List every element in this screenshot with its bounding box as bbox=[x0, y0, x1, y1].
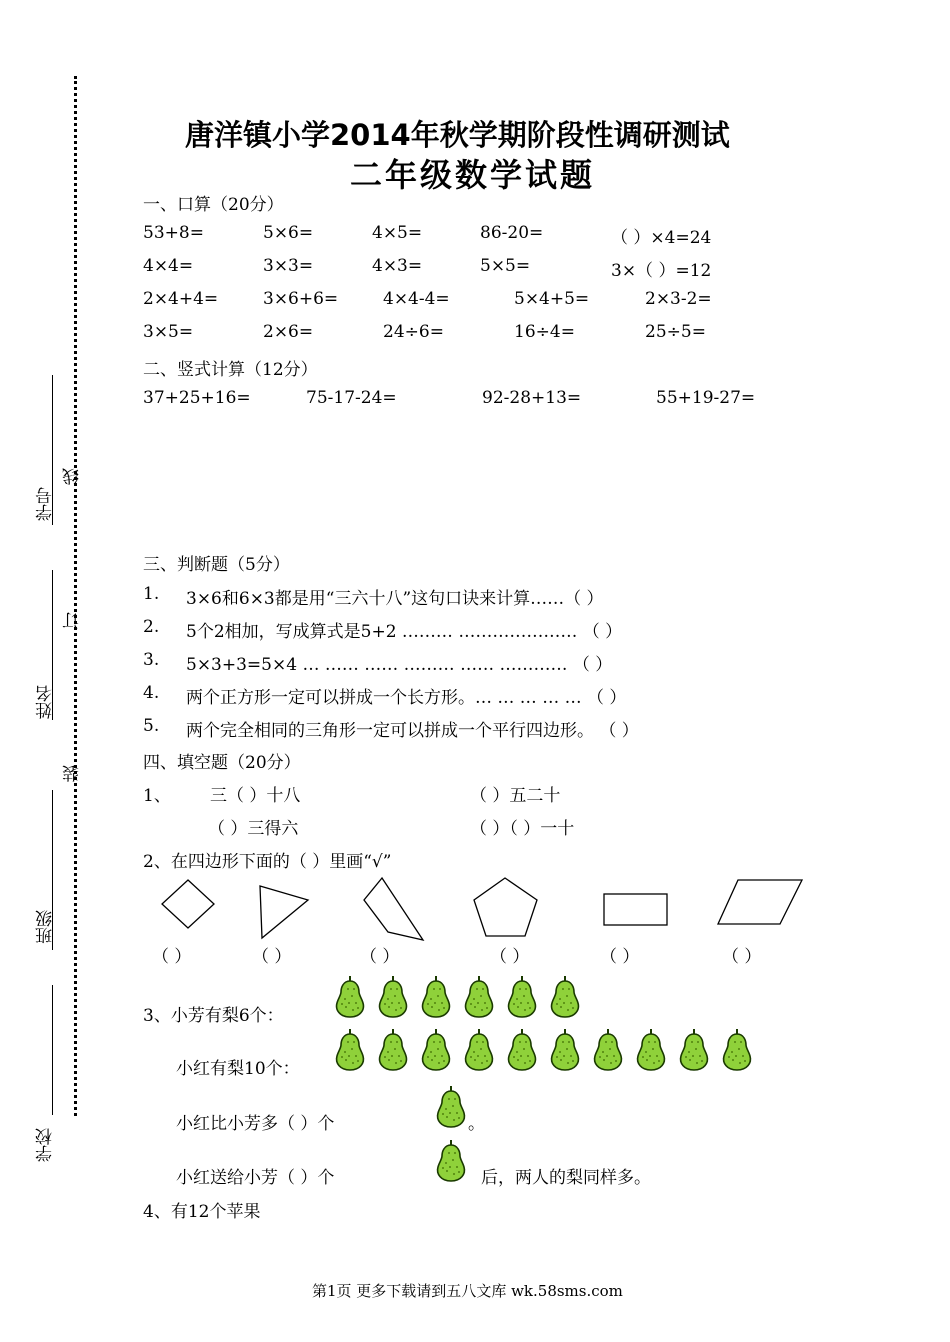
mark-ding: 订 bbox=[63, 612, 83, 629]
judge-item-text: 两个正方形一定可以拼成一个长方形。… … … … … （ ） bbox=[186, 688, 627, 708]
answer-box: （ ） bbox=[152, 947, 192, 967]
pears-xiaohong bbox=[332, 1028, 762, 1076]
binding-dotted-line bbox=[74, 76, 77, 1116]
fill-q1-number: 1、 bbox=[143, 786, 171, 806]
oral-calc-item: 53+8= bbox=[143, 223, 204, 243]
pear-icon bbox=[332, 1028, 368, 1072]
fill-q3-line2: 小红有梨10个： bbox=[176, 1059, 300, 1079]
section3-heading: 三、判断题（5分） bbox=[143, 555, 290, 575]
oral-calc-item: 3×（ ）=12 bbox=[611, 261, 712, 281]
oral-calc-item: （ ）×4=24 bbox=[611, 228, 712, 248]
shape-square-rotated bbox=[162, 880, 214, 928]
judge-item-number: 1. bbox=[143, 584, 160, 604]
fill-q3-line3: 小红比小芳多（ ）个 bbox=[176, 1114, 335, 1134]
oral-calc-item: 3×6+6= bbox=[263, 289, 339, 309]
pear-icon bbox=[590, 1028, 626, 1072]
judge-item-number: 5. bbox=[143, 716, 160, 736]
pear-icon bbox=[461, 975, 497, 1019]
pear-icon bbox=[633, 1028, 669, 1072]
pear-icon bbox=[433, 1139, 469, 1183]
page-footer: 第1页 更多下载请到五八文库 wk.58sms.com bbox=[312, 1282, 623, 1300]
pear-icon bbox=[719, 1028, 755, 1072]
oral-calc-item: 4×4-4= bbox=[383, 289, 450, 309]
judge-item-text: 两个完全相同的三角形一定可以拼成一个平行四边形。 （ ） bbox=[186, 721, 639, 741]
judge-item-text: 5个2相加，写成算式是5+2 ……… ………………… （ ） bbox=[186, 622, 623, 642]
page-subtitle: 二年级数学试题 bbox=[350, 156, 596, 194]
pear-icon bbox=[676, 1028, 712, 1072]
fill-q3-line4: 小红送给小芳（ ）个 bbox=[176, 1168, 335, 1188]
judge-item-number: 3. bbox=[143, 650, 160, 670]
answer-box: （ ） bbox=[360, 947, 400, 967]
oral-calc-item: 5×4+5= bbox=[514, 289, 590, 309]
oral-calc-item: 4×5= bbox=[372, 223, 423, 243]
fill-q3-line3-end: 。 bbox=[468, 1114, 485, 1134]
pear-icon bbox=[461, 1028, 497, 1072]
mark-zhuang: 装 bbox=[63, 765, 83, 782]
judge-item-text: 3×6和6×3都是用“三六十八”这句口诀来计算……（ ） bbox=[186, 589, 604, 609]
fill-q1-blank: 三（ ）十八 bbox=[210, 786, 301, 806]
judge-item-text: 5×3+3=5×4 … …… …… ……… …… ………… （ ） bbox=[186, 655, 613, 675]
section4-heading: 四、填空题（20分） bbox=[143, 753, 301, 773]
judge-item-number: 4. bbox=[143, 683, 160, 703]
oral-calc-item: 16÷4= bbox=[514, 322, 575, 342]
field-xuexiao: 学校 bbox=[36, 1128, 56, 1162]
oral-calc-item: 2×3-2= bbox=[645, 289, 712, 309]
field-banji: 班级 bbox=[36, 910, 56, 944]
pear-icon bbox=[504, 1028, 540, 1072]
shape-rectangle bbox=[604, 894, 667, 925]
pear-icon bbox=[375, 975, 411, 1019]
vertical-calc-item: 92-28+13= bbox=[482, 388, 582, 408]
oral-calc-item: 3×3= bbox=[263, 256, 314, 276]
shape-pentagon bbox=[474, 878, 537, 936]
pear-icon bbox=[332, 975, 368, 1019]
oral-calc-item: 5×5= bbox=[480, 256, 531, 276]
answer-box: （ ） bbox=[600, 947, 640, 967]
oral-calc-item: 4×4= bbox=[143, 256, 194, 276]
fill-q1-blank: （ ）五二十 bbox=[470, 786, 561, 806]
mark-xian: 线 bbox=[63, 468, 83, 485]
xuexiao-underline bbox=[52, 985, 53, 1115]
vertical-calc-item: 37+25+16= bbox=[143, 388, 251, 408]
field-xingming: 姓名 bbox=[36, 685, 56, 719]
oral-calc-item: 3×5= bbox=[143, 322, 194, 342]
vertical-calc-item: 75-17-24= bbox=[306, 388, 397, 408]
fill-q1-blank: （ ）三得六 bbox=[208, 819, 299, 839]
oral-calc-item: 25÷5= bbox=[645, 322, 706, 342]
oral-calc-item: 86-20= bbox=[480, 223, 544, 243]
fill-q4-text: 4、有12个苹果 bbox=[143, 1202, 261, 1222]
oral-calc-item: 5×6= bbox=[263, 223, 314, 243]
answer-box: （ ） bbox=[490, 947, 530, 967]
oral-calc-item: 24÷6= bbox=[383, 322, 444, 342]
pears-xiaofang bbox=[332, 975, 590, 1023]
shape-parallelogram bbox=[718, 880, 802, 924]
fill-q2-prompt: 2、在四边形下面的（ ）里画“√” bbox=[143, 852, 392, 872]
section1-heading: 一、口算（20分） bbox=[143, 195, 284, 215]
fill-q3-line4-end: 后，两人的梨同样多。 bbox=[481, 1168, 651, 1188]
section2-heading: 二、竖式计算（12分） bbox=[143, 360, 318, 380]
pear-icon bbox=[418, 1028, 454, 1072]
quadrilateral-shapes bbox=[140, 870, 820, 945]
page-title: 唐洋镇小学2014年秋学期阶段性调研测试 bbox=[185, 118, 730, 152]
pear-icon bbox=[547, 975, 583, 1019]
oral-calc-item: 2×4+4= bbox=[143, 289, 219, 309]
pear-icon bbox=[504, 975, 540, 1019]
vertical-calc-item: 55+19-27= bbox=[656, 388, 756, 408]
answer-box: （ ） bbox=[252, 947, 292, 967]
fill-q1-blank: （ ）（ ）一十 bbox=[470, 819, 575, 839]
fill-q3-line1: 3、小芳有梨6个： bbox=[143, 1006, 284, 1026]
oral-calc-item: 2×6= bbox=[263, 322, 314, 342]
pear-icon bbox=[418, 975, 454, 1019]
field-xuehao: 学号 bbox=[36, 487, 56, 521]
shape-triangle bbox=[260, 886, 308, 938]
pear-icon bbox=[375, 1028, 411, 1072]
judge-item-number: 2. bbox=[143, 617, 160, 637]
pear-icon bbox=[433, 1085, 469, 1129]
oral-calc-item: 4×3= bbox=[372, 256, 423, 276]
shape-quadrilateral bbox=[364, 878, 423, 940]
pear-icon bbox=[547, 1028, 583, 1072]
answer-box: （ ） bbox=[722, 947, 762, 967]
